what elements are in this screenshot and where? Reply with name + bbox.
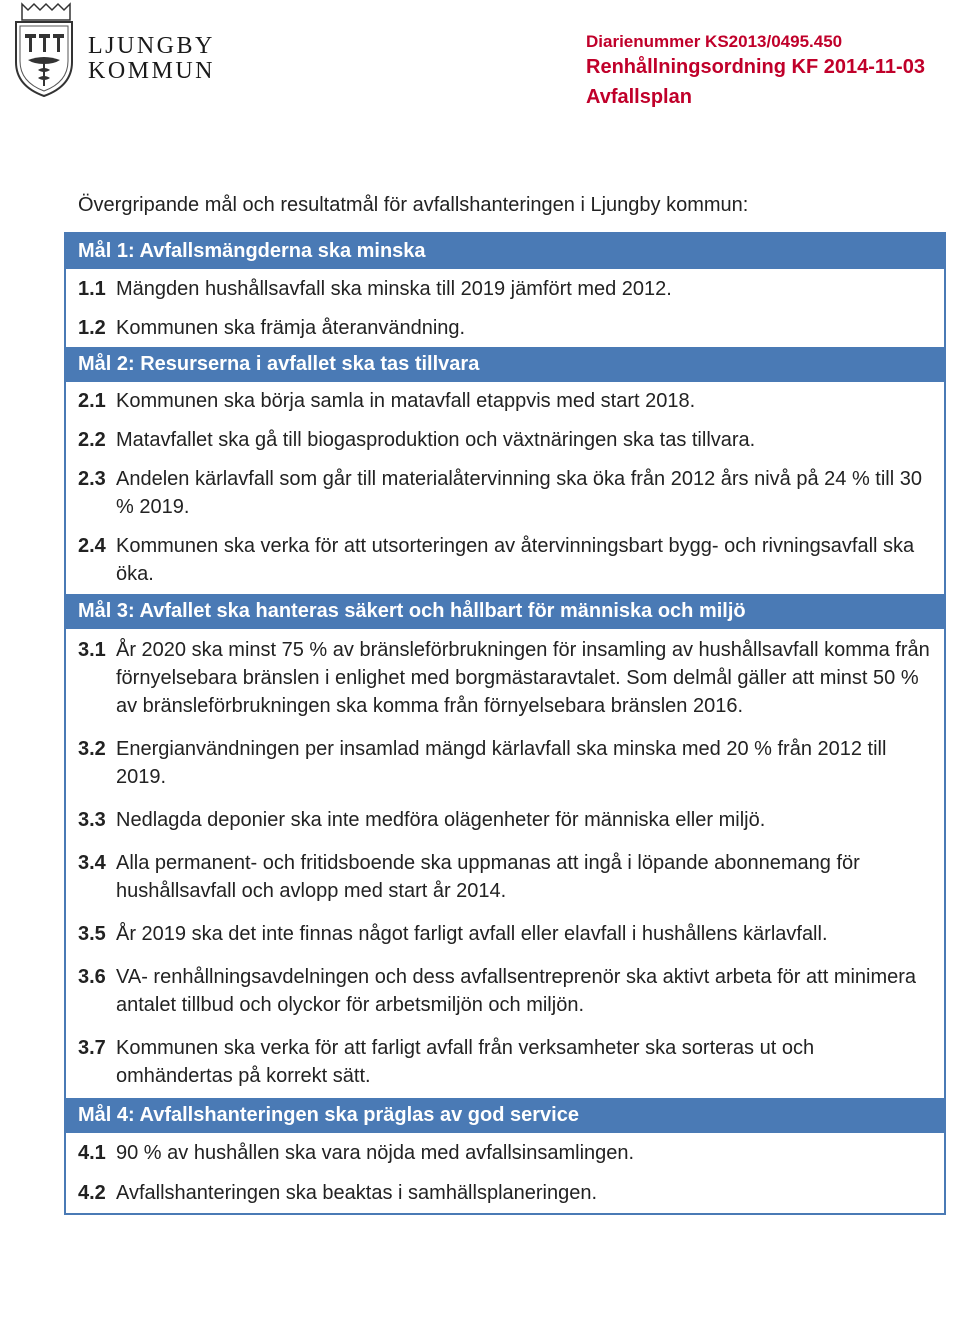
coat-of-arms-icon: [8, 0, 80, 100]
item-text: Alla permanent- och fritidsboende ska uppmanas att ingå i löpande abonnemang för hushållsavfall och avlopp med start år 2014.: [116, 852, 860, 902]
goals-table: [64, 232, 946, 1215]
item-number: 3.2: [78, 738, 106, 760]
item-number: 4.2: [78, 1182, 106, 1204]
renhallningsordning-title: Renhållningsordning KF 2014-11-03: [586, 56, 925, 78]
item-text: År 2020 ska minst 75 % av bränsleförbrukningen för insamling av hushållsavfall komma från förnyelsebara bränslen i enlighet med borgmästaravtalet. Som delmål gäller att minst 50 % av bränsleförbrukningen ska komma från förnyelsebara bränslen 2016.: [116, 639, 930, 717]
goal-header: Mål 1: Avfallsmängderna ska minska: [66, 234, 944, 269]
goal-item: [66, 629, 944, 728]
diarienummer: Diarienummer KS2013/0495.450: [586, 32, 843, 51]
item-text: Kommunen ska börja samla in matavfall etappvis med start 2018.: [116, 390, 696, 412]
item-number: 2.4: [78, 535, 106, 557]
item-text: Matavfallet ska gå till biogasproduktion och växtnäringen ska tas tillvara.: [116, 429, 756, 451]
item-number: 3.7: [78, 1037, 106, 1059]
goal-item: [66, 913, 944, 956]
item-number: 3.4: [78, 852, 106, 874]
logo-text-line1: LJUNGBY: [88, 33, 215, 59]
goal-item: [66, 1133, 944, 1173]
item-number: 3.1: [78, 639, 106, 661]
goal-item: [66, 308, 944, 347]
item-text: 90 % av hushållen ska vara nöjda med avfallsinsamlingen.: [116, 1142, 635, 1164]
item-number: 2.3: [78, 468, 106, 490]
item-number: 1.1: [78, 278, 106, 300]
item-text: Energianvändningen per insamlad mängd kärlavfall ska minska med 20 % från 2012 till 2019.: [116, 738, 887, 788]
goal-item: [66, 799, 944, 842]
goal-1: [66, 234, 944, 347]
goal-item: [66, 842, 944, 913]
item-text: Nedlagda deponier ska inte medföra olägenheter för människa eller miljö.: [116, 809, 766, 831]
item-text: Mängden hushållsavfall ska minska till 2019 jämfört med 2012.: [116, 278, 672, 300]
item-number: 2.2: [78, 429, 106, 451]
logo-text-line2: KOMMUN: [88, 58, 216, 84]
item-text: Kommunen ska främja återanvändning.: [116, 317, 466, 339]
item-number: 3.5: [78, 923, 106, 945]
item-number: 4.1: [78, 1142, 106, 1164]
item-text: År 2019 ska det inte finnas något farligt avfall eller elavfall i hushållens kärlavfall.: [116, 923, 828, 945]
item-text: Kommunen ska verka för att utsorteringen av återvinningsbart bygg- och rivningsavfall ska öka.: [116, 535, 915, 585]
goal-item: [66, 382, 944, 421]
item-number: 1.2: [78, 317, 106, 339]
goal-header: Mål 3: Avfallet ska hanteras säkert och hållbart för människa och miljö: [66, 594, 944, 629]
item-number: 3.3: [78, 809, 106, 831]
goal-header: Mål 2: Resurserna i avfallet ska tas tillvara: [66, 347, 944, 382]
goal-item: [66, 527, 944, 594]
item-text: Kommunen ska verka för att farligt avfall från verksamheter ska sorteras ut och omhändertas på korrekt sätt.: [116, 1037, 815, 1087]
goal-item: [66, 460, 944, 527]
intro-heading: Övergripande mål och resultatmål för avfallshanteringen i Ljungby kommun:: [78, 194, 749, 216]
goal-item: [66, 269, 944, 308]
item-text: Avfallshanteringen ska beaktas i samhällsplaneringen.: [116, 1182, 598, 1204]
item-number: 2.1: [78, 390, 106, 412]
item-text: VA- renhållningsavdelningen och dess avfallsentreprenör ska aktivt arbeta för att minimera antalet tillbud och olyckor för arbetsmiljön och miljön.: [116, 966, 917, 1016]
goal-item: [66, 728, 944, 799]
goal-item: [66, 956, 944, 1027]
item-text: Andelen kärlavfall som går till materialåtervinning ska öka från 2012 års nivå på 24 % till 30 % 2019.: [116, 468, 922, 518]
item-number: 3.6: [78, 966, 106, 988]
goal-2: [66, 347, 944, 594]
avfallsplan-title: Avfallsplan: [586, 86, 692, 108]
goal-item: [66, 1173, 944, 1213]
goal-header: Mål 4: Avfallshanteringen ska präglas av god service: [66, 1098, 944, 1133]
municipality-logo: [8, 0, 223, 100]
goal-item: [66, 1027, 944, 1098]
document-header: [586, 32, 925, 112]
goal-4: [66, 1098, 944, 1213]
goal-item: [66, 421, 944, 460]
goal-3: [66, 594, 944, 1098]
